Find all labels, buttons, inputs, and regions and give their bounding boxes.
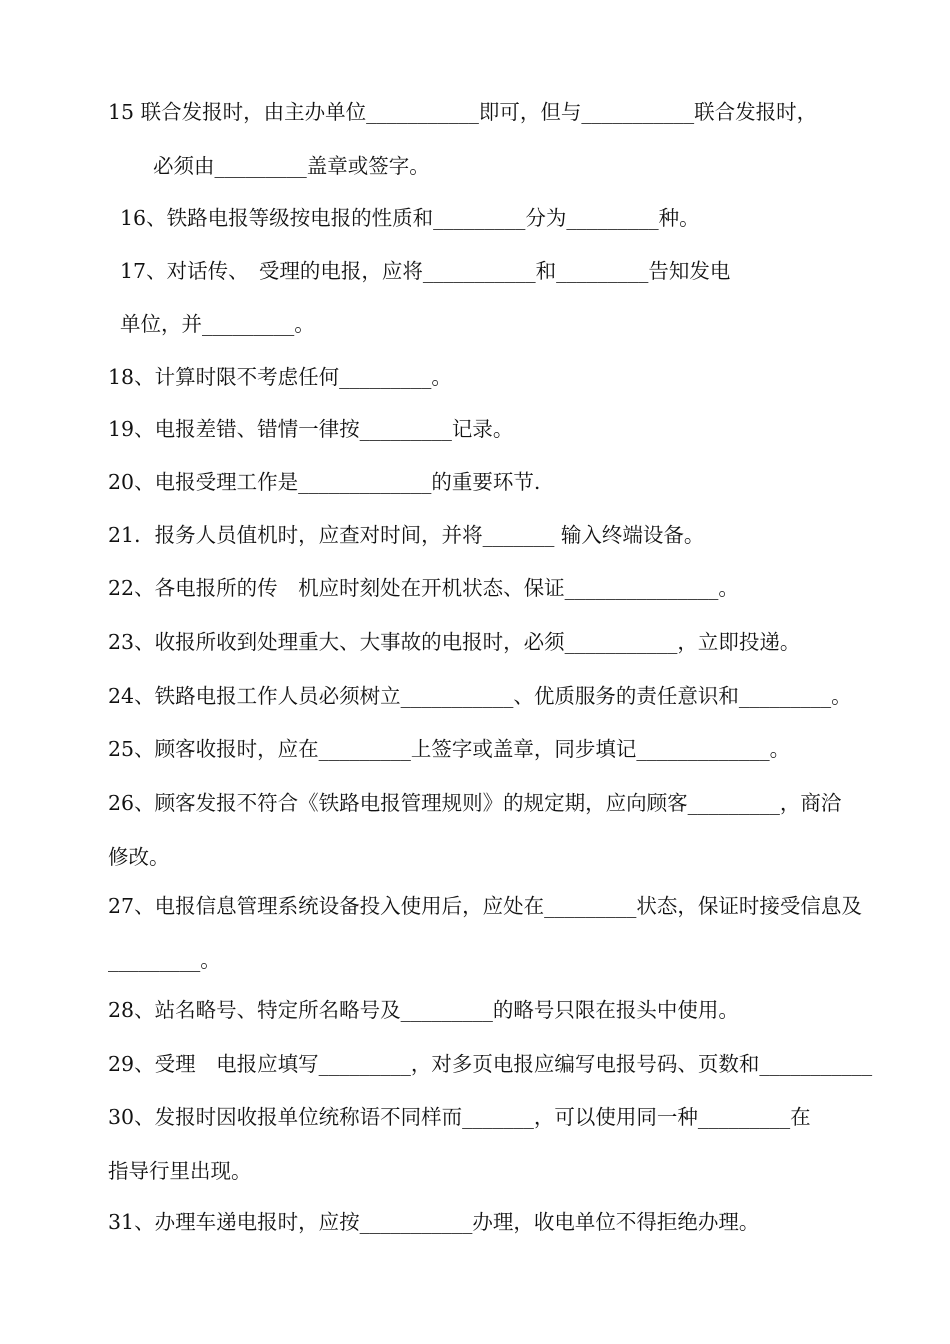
question-18: 18、计算时限不考虑任何_________。 bbox=[108, 365, 452, 389]
question-23: 23、收报所收到处理重大、大事故的电报时，必须___________，立即投递。 bbox=[108, 630, 801, 654]
question-25: 25、顾客收报时，应在_________上签字或盖章，同步填记_____________。 bbox=[108, 737, 791, 761]
question-17-line-2: 单位，并_________。 bbox=[120, 312, 315, 336]
question-22: 22、各电报所的传 机应时刻处在开机状态、保证_______________。 bbox=[108, 576, 739, 600]
question-27-line-1: 27、电报信息管理系统设备投入使用后，应处在_________状态，保证时接受信息及 bbox=[108, 894, 862, 918]
question-27-line-2: _________。 bbox=[108, 948, 221, 972]
question-28: 28、站名略号、特定所名略号及_________的略号只限在报头中使用。 bbox=[108, 998, 739, 1022]
question-30-line-2: 指导行里出现。 bbox=[108, 1159, 252, 1183]
question-29: 29、受理 电报应填写_________，对多页电报应编写电报号码、页数和___________ bbox=[108, 1052, 873, 1076]
question-30-line-1: 30、发报时因收报单位统称语不同样而_______，可以使用同一种_________在 bbox=[108, 1105, 811, 1129]
question-16: 16、铁路电报等级按电报的性质和_________分为_________种。 bbox=[120, 206, 700, 230]
question-24: 24、铁路电报工作人员必须树立___________、优质服务的责任意识和_________。 bbox=[108, 684, 852, 708]
question-31: 31、办理车递电报时，应按___________办理，收电单位不得拒绝办理。 bbox=[108, 1210, 760, 1234]
question-26-line-1: 26、顾客发报不符合《铁路电报管理规则》的规定期，应向顾客_________，商洽 bbox=[108, 791, 842, 815]
question-26-line-2: 修改。 bbox=[108, 845, 170, 869]
question-17-line-1: 17、对话传、 受理的电报，应将___________和_________告知发电 bbox=[120, 259, 731, 283]
question-21: 21．报务人员值机时，应查对时间，并将_______ 输入终端设备。 bbox=[108, 523, 705, 547]
question-19: 19、电报差错、错情一律按_________记录。 bbox=[108, 417, 514, 441]
question-15-line-2: 必须由_________盖章或签字。 bbox=[153, 154, 430, 178]
question-20: 20、电报受理工作是_____________的重要环节. bbox=[108, 470, 541, 494]
question-15-line-1: 15 联合发报时，由主办单位___________即可，但与___________联合发报时， bbox=[108, 100, 818, 124]
